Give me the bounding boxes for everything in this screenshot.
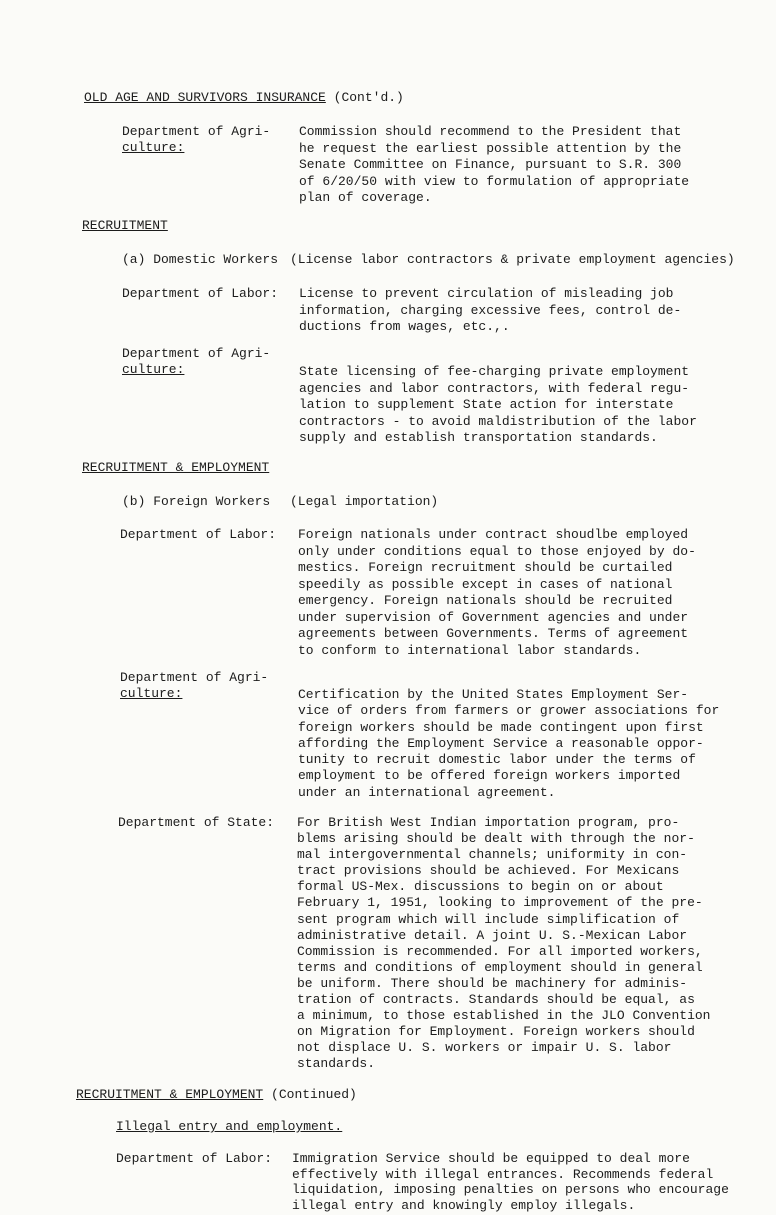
- agency-line: Department of Labor:: [116, 1151, 273, 1166]
- agency-line: Department of Labor:: [120, 527, 277, 542]
- agency-agriculture: [120, 670, 268, 702]
- recommendation-text: For British West Indian importation program, pro- blems arising should be dealt with through the nor- mal intergovernmental channels; uniformity in con- tract provisions should be achieved. For Mexicans formal US-Mex. discussions to begin on or about February 1, 1951, looking to improvement of the pre- sent program which will include simplification of administrative detail. A joint U. S.-Mexican Labor Commission is recommended. For all imported workers, terms and conditions of employment should in general be uniform. There should be machinery for adminis- tration of contracts. Standards should be equal, as a minimum, to those established in the JLO Convention on Migration for Employment. Foreign workers should not displace U. S. workers or impair U. S. labor standards.: [297, 815, 711, 1072]
- section-heading-oasi: [84, 90, 404, 106]
- agency-agriculture: [122, 124, 270, 156]
- heading-text: RECRUITMENT & EMPLOYMENT: [76, 1087, 264, 1102]
- subsection-label: (a) Domestic Workers: [122, 252, 279, 267]
- recommendation-text: State licensing of fee-charging private employment agencies and labor contractors, with federal regu- lation to supplement State action for interstate contractors - to avoid maldistribution of the labor supply and establish transportation standards.: [299, 364, 697, 445]
- subsection-desc: (License labor contractors & private employment agencies): [290, 252, 735, 267]
- recommendation-text: Commission should recommend to the President that he request the earliest possible attention by the Senate Committee on Finance, pursuant to S.R. 300 of 6/20/50 with view to formulation of appropriate plan of coverage.: [299, 124, 690, 206]
- subsection-foreign: [122, 494, 439, 510]
- recommendation-text: Immigration Service should be equipped to deal more effectively with illegal entrances. Recommends federal liquidation, imposing penalties on persons who encourage illegal entry and knowingly employ illegals.: [292, 1151, 729, 1213]
- heading-suffix: (Cont'd.): [325, 90, 404, 105]
- agency-line: culture:: [120, 686, 183, 701]
- agency-line: Department of Agri-: [122, 346, 271, 361]
- agency-state: [118, 815, 274, 831]
- recommendation-text: Foreign nationals under contract shoudlbe employed only under conditions equal to those enjoyed by do- mestics. Foreign recruitment should be curtailed speedily as possible except in cases of national emergency. Foreign nationals should be recruited under supervision of Government agencies and under agreements between Governments. Terms of agreement to conform to international labor standards.: [298, 527, 696, 658]
- subsection-desc: (Legal importation): [290, 494, 439, 509]
- recommendation-text: Certification by the United States Employment Ser- vice of orders from farmers or grower associations for foreign workers should be made contingent upon first affording the Employment Service a reasonable oppor- tunity to recruit domestic labor under the terms of employment to be offered foreign workers imported under an international agreement.: [298, 687, 720, 800]
- section-heading-recruitment-employment: RECRUITMENT & EMPLOYMENT: [82, 460, 270, 475]
- agency-line: Department of Agri-: [120, 670, 269, 685]
- heading-suffix: (Continued): [263, 1087, 357, 1102]
- agency-labor: [122, 286, 278, 302]
- agency-line: culture:: [122, 140, 185, 155]
- heading-text: OLD AGE AND SURVIVORS INSURANCE: [84, 90, 326, 105]
- recommendation-text: License to prevent circulation of misleading job information, charging excessive fees, control de- ductions from wages, etc.,.: [299, 286, 682, 334]
- section-heading-recruitment: RECRUITMENT: [82, 218, 168, 233]
- section-heading-recruitment-employment-continued: [76, 1087, 357, 1103]
- subsection-label: (b) Foreign Workers: [122, 494, 271, 509]
- agency-labor: [120, 527, 276, 543]
- subsection-illegal-entry: Illegal entry and employment.: [116, 1119, 343, 1134]
- agency-agriculture: [122, 346, 270, 378]
- agency-line: Department of State:: [118, 815, 275, 830]
- agency-line: Department of Agri-: [122, 124, 271, 139]
- subsection-domestic: [122, 252, 735, 268]
- agency-line: Department of Labor:: [122, 286, 279, 301]
- agency-labor: [116, 1151, 272, 1167]
- agency-line: culture:: [122, 362, 185, 377]
